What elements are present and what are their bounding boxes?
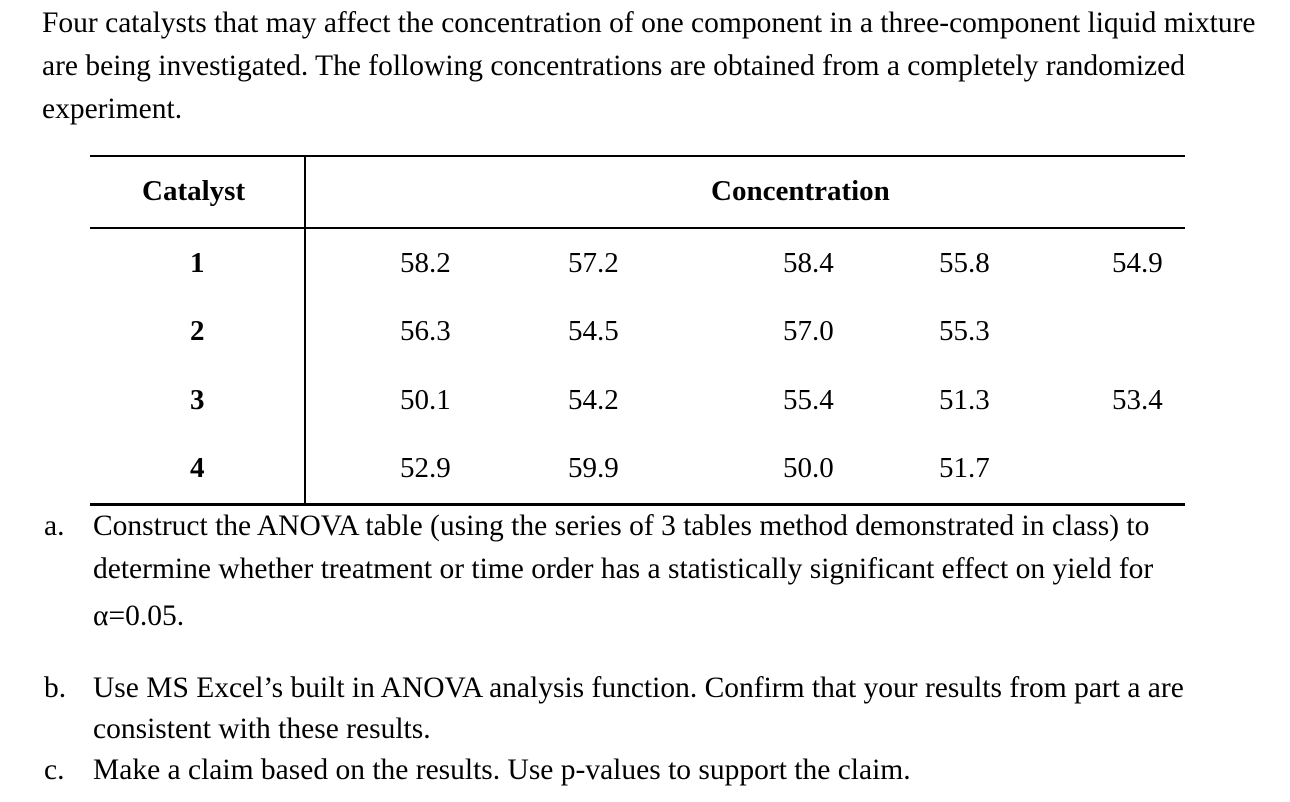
concentration-value: 50.1 bbox=[400, 384, 451, 416]
table-header-rule bbox=[90, 227, 1185, 229]
question-a bbox=[42, 505, 1272, 638]
table-row bbox=[90, 247, 1185, 287]
table-top-rule bbox=[90, 155, 1185, 157]
table-row bbox=[90, 452, 1185, 492]
concentration-value: 58.4 bbox=[783, 247, 834, 279]
header-catalyst: Catalyst bbox=[142, 175, 246, 207]
question-marker: a. bbox=[44, 510, 65, 542]
concentration-value: 55.4 bbox=[783, 384, 834, 416]
catalyst-id: 2 bbox=[190, 315, 205, 347]
concentration-value: 58.2 bbox=[400, 247, 451, 279]
concentration-value: 55.3 bbox=[939, 315, 990, 347]
concentration-value: 55.8 bbox=[939, 247, 990, 279]
concentration-value: 50.0 bbox=[783, 452, 834, 484]
concentration-value: 51.7 bbox=[939, 452, 990, 484]
concentration-value: 56.3 bbox=[400, 315, 451, 347]
concentration-value: 51.3 bbox=[939, 384, 990, 416]
alpha-level: α=0.05. bbox=[93, 600, 185, 632]
concentration-value: 53.4 bbox=[1112, 384, 1163, 416]
catalyst-id: 4 bbox=[190, 452, 205, 484]
concentration-value: 54.9 bbox=[1112, 247, 1163, 279]
catalyst-id: 3 bbox=[190, 384, 205, 416]
question-list bbox=[42, 505, 1272, 791]
concentration-value: 59.9 bbox=[568, 452, 619, 484]
question-text: Construct the ANOVA table (using the series of 3 tables method demonstrated in class) to determine whether treatment or time order has a statistically significant effect on yield for bbox=[93, 510, 1154, 585]
question-marker: b. bbox=[44, 672, 67, 704]
concentration-value: 57.2 bbox=[568, 247, 619, 279]
concentration-value: 54.5 bbox=[568, 315, 619, 347]
question-c bbox=[42, 750, 1272, 791]
question-b bbox=[42, 668, 1272, 750]
intro-paragraph: Four catalysts that may affect the concentration of one component in a three-component liquid mixture are being investigated. The following concentrations are obtained from a completely randomized experiment. bbox=[42, 7, 1256, 125]
question-text: Make a claim based on the results. Use p-values to support the claim. bbox=[93, 754, 911, 786]
question-marker: c. bbox=[44, 754, 65, 786]
concentration-table bbox=[90, 155, 1185, 505]
concentration-value: 54.2 bbox=[568, 384, 619, 416]
table-row bbox=[90, 384, 1185, 424]
concentration-value: 57.0 bbox=[783, 315, 834, 347]
catalyst-id: 1 bbox=[190, 247, 205, 279]
concentration-value: 52.9 bbox=[400, 452, 451, 484]
table-row bbox=[90, 315, 1185, 355]
question-text: Use MS Excel’s built in ANOVA analysis function. Confirm that your results from part a are consistent with these results. bbox=[93, 672, 1184, 745]
header-concentration: Concentration bbox=[711, 175, 890, 207]
